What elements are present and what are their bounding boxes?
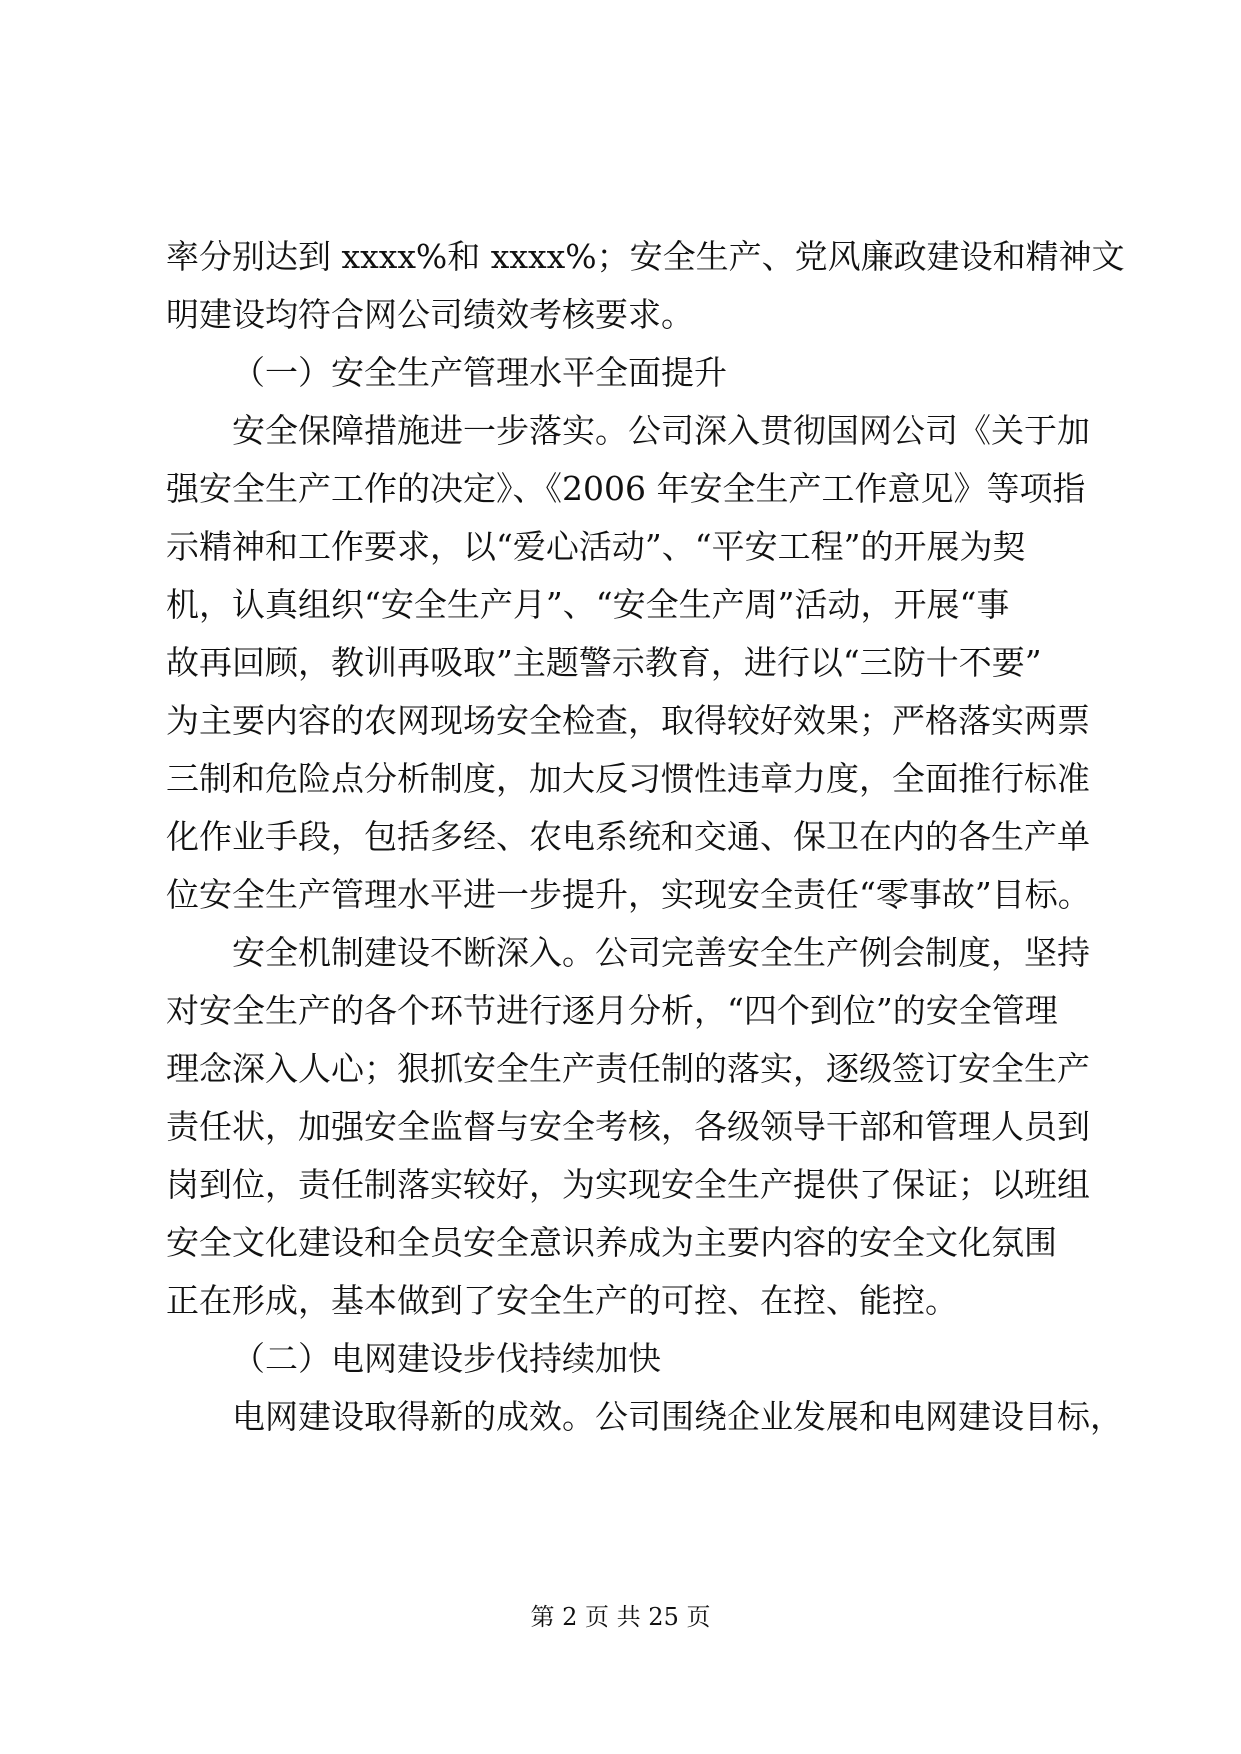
text-line: 责任状，加强安全监督与安全考核，各级领导干部和管理人员到	[166, 1107, 1090, 1146]
text-line: 正在形成，基本做到了安全生产的可控、在控、能控。	[166, 1281, 958, 1320]
page-number-footer: 第 2 页 共 25 页	[530, 1603, 711, 1631]
section-heading: （一）安全生产管理水平全面提升	[232, 353, 727, 392]
text-line: 安全文化建设和全员安全意识养成为主要内容的安全文化氛围	[166, 1223, 1057, 1262]
document-body	[166, 228, 1125, 1446]
text-line: 明建设均符合网公司绩效考核要求。	[166, 295, 694, 334]
text-line: 岗到位，责任制落实较好，为实现安全生产提供了保证；以班组	[166, 1165, 1090, 1204]
text-line: 安全保障措施进一步落实。公司深入贯彻国网公司《关于加	[232, 411, 1090, 450]
text-line: 安全机制建设不断深入。公司完善安全生产例会制度，坚持	[232, 933, 1090, 972]
text-line: 对安全生产的各个环节进行逐月分析，“四个到位”的安全管理	[166, 991, 1058, 1030]
text-line: 为主要内容的农网现场安全检查，取得较好效果；严格落实两票	[166, 701, 1090, 740]
text-line: 强安全生产工作的决定》、《2006 年安全生产工作意见》等项指	[166, 469, 1086, 508]
text-line: 故再回顾，教训再吸取”主题警示教育，进行以“三防十不要”	[166, 643, 1042, 682]
text-line: 位安全生产管理水平进一步提升，实现安全责任“零事故”目标。	[166, 875, 1091, 914]
text-line: 率分别达到 xxxx%和 xxxx%；安全生产、党风廉政建设和精神文	[166, 237, 1125, 276]
text-line: 机，认真组织“安全生产月”、“安全生产周”活动，开展“事	[166, 585, 1010, 624]
text-line: 三制和危险点分析制度，加大反习惯性违章力度，全面推行标准	[166, 759, 1090, 798]
section-heading: （二）电网建设步伐持续加快	[232, 1339, 661, 1378]
text-line: 理念深入人心；狠抓安全生产责任制的落实，逐级签订安全生产	[166, 1049, 1090, 1088]
text-line: 示精神和工作要求，以“爱心活动”、“平安工程”的开展为契	[166, 527, 1026, 566]
text-line: 电网建设取得新的成效。公司围绕企业发展和电网建设目标，	[232, 1397, 1123, 1436]
text-line: 化作业手段，包括多经、农电系统和交通、保卫在内的各生产单	[166, 817, 1090, 856]
